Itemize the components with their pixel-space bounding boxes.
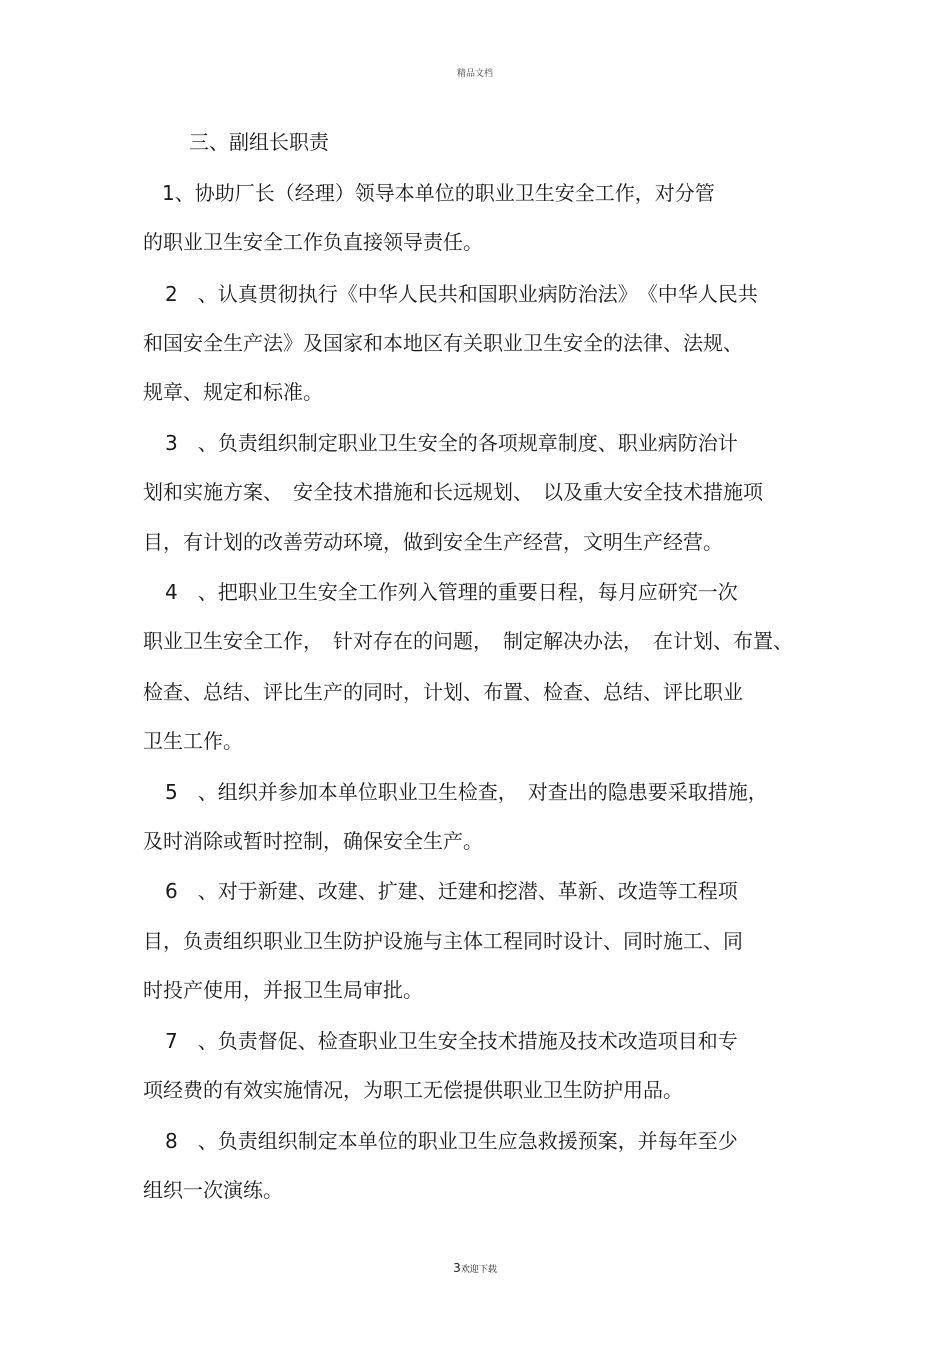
paragraph-line: 及时消除或暂时控制，确保安全生产。 — [143, 829, 483, 853]
paragraph-line: 目，有计划的改善劳动环境，做到安全生产经营，文明生产经营。 — [143, 530, 723, 554]
section-title: 三、副组长职责 — [189, 130, 329, 154]
paragraph-line: 划和实施方案、 安全技术措施和长远规划、 以及重大安全技术措施项 — [143, 480, 763, 504]
paragraph-line: 和国安全生产法》及国家和本地区有关职业卫生安全的法律、法规、 — [143, 331, 743, 355]
paragraph-line: 7 、负责督促、检查职业卫生安全技术措施及技术改造项目和专 — [165, 1029, 738, 1053]
paragraph-line: 8 、负责组织制定本单位的职业卫生应急救援预案，并每年至少 — [165, 1129, 738, 1153]
page-number: 3 — [453, 1261, 461, 1275]
paragraph-line: 目，负责组织职业卫生防护设施与主体工程同时设计、同时施工、同 — [143, 929, 743, 953]
paragraph-line: 2 、认真贯彻执行《中华人民共和国职业病防治法》 《中华人民共 — [165, 282, 758, 306]
paragraph-line: 卫生工作。 — [143, 729, 243, 753]
paragraph-line: 的职业卫生安全工作负直接领导责任。 — [143, 230, 483, 254]
paragraph-line: 职业卫生安全工作， 针对存在的问题， 制定解决办法， 在计划、布置、 — [143, 629, 793, 653]
paragraph-line: 规章、规定和标准。 — [143, 380, 323, 404]
paragraph-line: 时投产使用，并报卫生局审批。 — [143, 978, 423, 1002]
paragraph-line: 6 、对于新建、改建、扩建、迁建和挖潜、革新、改造等工程项 — [165, 879, 738, 903]
paragraph-line: 组织一次演练。 — [143, 1178, 283, 1202]
footer-text: 欢迎下载 — [460, 1265, 497, 1275]
paragraph-line: 项经费的有效实施情况，为职工无偿提供职业卫生防护用品。 — [143, 1078, 683, 1102]
page-footer — [0, 1261, 950, 1275]
paragraph-line: 4 、把职业卫生安全工作列入管理的重要日程，每月应研究一次 — [165, 580, 738, 604]
page-header: 精品文档 — [456, 69, 493, 79]
paragraph-line: 检查、总结、评比生产的同时，计划、布置、检查、总结、评比职业 — [143, 680, 743, 704]
paragraph-line: 3 、负责组织制定职业卫生安全的各项规章制度、职业病防治计 — [165, 431, 738, 455]
paragraph-line: 1、协助厂长（经理）领导本单位的职业卫生安全工作，对分管 — [162, 181, 715, 205]
paragraph-line: 5 、组织并参加本单位职业卫生检查， 对查出的隐患要采取措施， — [165, 780, 768, 804]
